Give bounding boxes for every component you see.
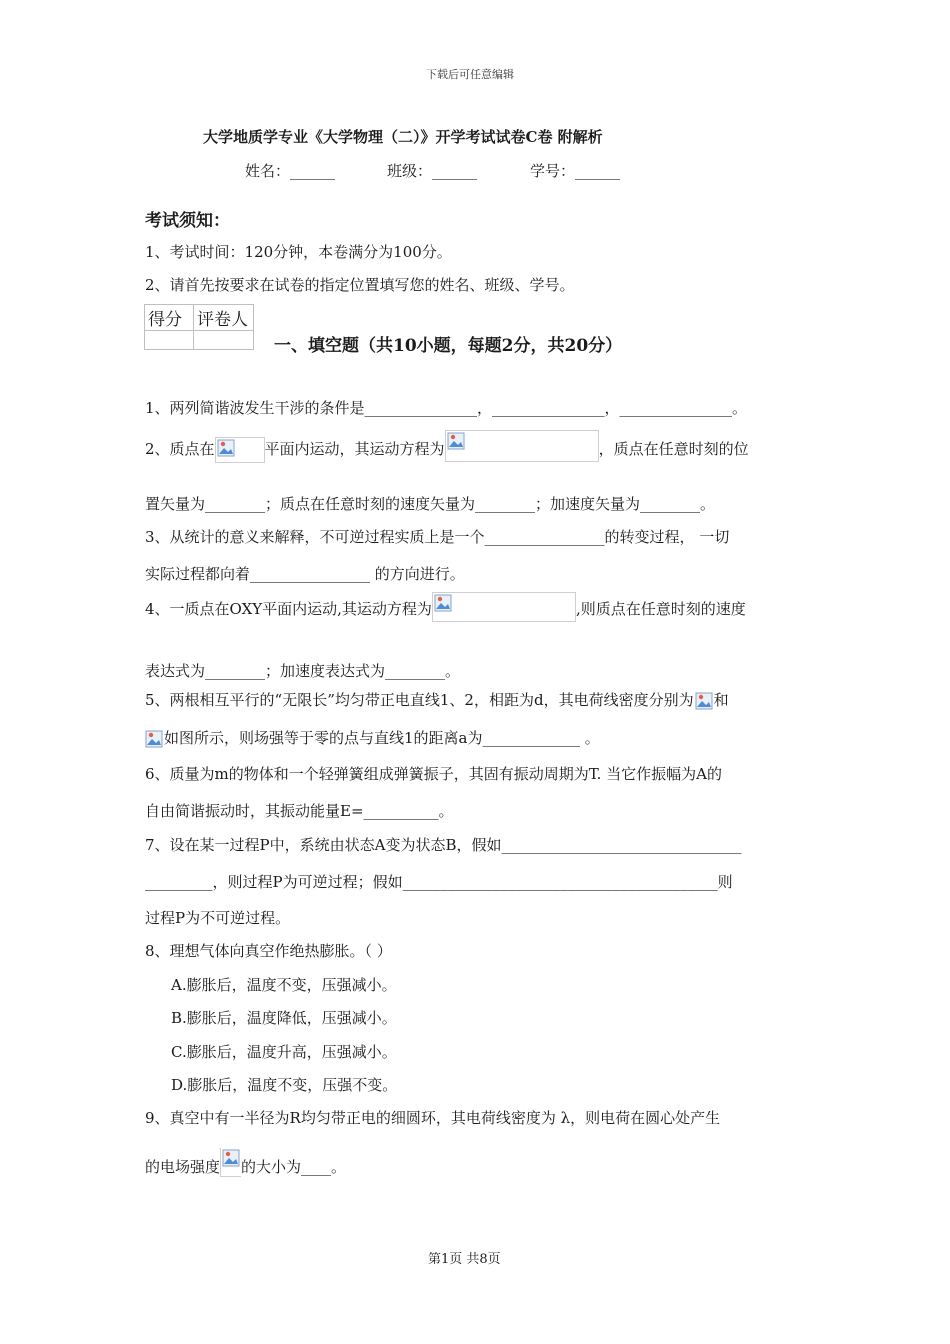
- question-9-line-2: [145, 1152, 346, 1182]
- score-table: [144, 304, 254, 350]
- header-note: 下载后可任意编辑: [426, 68, 514, 81]
- question-2-line-1: [145, 434, 749, 464]
- question-6-line-1: 6、质量为m的物体和一个轻弹簧组成弹簧振子，其固有振动周期为T. 当它作振幅为A的: [145, 765, 722, 783]
- score-cell[interactable]: [145, 331, 194, 350]
- question-7-line-1: 7、设在某一过程P中，系统由状态A变为状态B，假如________________________________: [145, 836, 742, 854]
- question-2-line-2: 置矢量为________；质点在任意时刻的速度矢量为________；加速度矢量为________。: [145, 495, 716, 513]
- image-icon: [434, 594, 452, 612]
- question-1: 1、两列简谐波发生干涉的条件是_______________，_______________，_______________。: [145, 399, 748, 417]
- image-icon: [222, 1149, 240, 1167]
- question-3-line-2: 实际过程都向着________________ 的方向进行。: [145, 565, 465, 583]
- q5-part-a: 5、两根相互平行的“无限长”均匀带正电直线1、2，相距为d，其电荷线密度分别为: [145, 691, 694, 709]
- formula-image: [144, 729, 164, 749]
- image-icon: [447, 432, 465, 450]
- q2-part-b: 平面内运动，其运动方程为: [264, 440, 445, 458]
- question-8-option-b: B.膨胀后，温度降低，压强减小。: [171, 1009, 397, 1027]
- student-id-field: 学号：______: [530, 162, 621, 180]
- formula-image: [694, 691, 714, 711]
- formula-image: [445, 430, 599, 462]
- formula-image: [432, 592, 576, 622]
- question-8-option-d: D.膨胀后，温度不变，压强不变。: [171, 1076, 398, 1094]
- formula-image: [215, 437, 265, 463]
- grader-cell[interactable]: [194, 331, 254, 350]
- notice-item-1: 1、考试时间：120分钟，本卷满分为100分。: [145, 243, 452, 261]
- question-5-line-1: [145, 688, 729, 712]
- image-icon: [695, 692, 713, 710]
- question-7-line-3: 过程P为不可逆过程。: [145, 909, 291, 927]
- question-8-option-c: C.膨胀后，温度升高，压强减小。: [171, 1043, 397, 1061]
- image-icon: [145, 730, 163, 748]
- question-6-line-2: 自由简谐振动时，其振动能量E=__________。: [145, 802, 454, 820]
- q4-part-b: ,则质点在任意时刻的速度: [575, 600, 746, 618]
- question-4-line-1: [145, 594, 746, 624]
- formula-image: [220, 1148, 241, 1177]
- score-header: 得分: [145, 305, 194, 331]
- notice-item-2: 2、请首先按要求在试卷的指定位置填写您的姓名、班级、学号。: [145, 276, 575, 294]
- question-7-line-2: _________，则过程P为可逆过程；假如__________________________________________则: [145, 873, 733, 891]
- question-8-option-a: A.膨胀后，温度不变，压强减小。: [171, 976, 397, 994]
- q2-part-a: 2、质点在: [145, 440, 215, 458]
- page-footer: 第1页 共8页: [428, 1252, 501, 1267]
- page-title: 大学地质学专业《大学物理（二）》开学考试试卷C卷 附解析: [203, 128, 603, 146]
- q9-part-c: 的大小为____。: [241, 1158, 347, 1176]
- section-title: 一、填空题（共10小题，每题2分，共20分）: [274, 336, 623, 356]
- question-5-line-2: [144, 726, 600, 750]
- image-icon: [217, 439, 235, 457]
- class-field: 班级：______: [387, 162, 478, 180]
- notice-heading: 考试须知：: [145, 211, 230, 231]
- q5-part-c: 如图所示，则场强等于零的点与直线1的距离a为_____________ 。: [164, 729, 600, 747]
- q9-part-b: 的电场强度: [145, 1158, 221, 1176]
- name-field: 姓名：______: [245, 162, 336, 180]
- q4-part-a: 4、一质点在OXY平面内运动,其运动方程为: [145, 600, 432, 618]
- q2-part-c: ，质点在任意时刻的位: [598, 440, 749, 458]
- question-8-stem: 8、理想气体向真空作绝热膨胀。（ ）: [145, 942, 392, 960]
- q5-part-b: 和: [713, 691, 729, 709]
- grader-header: 评卷人: [194, 305, 254, 331]
- question-3-line-1: 3、从统计的意义来解释，不可逆过程实质上是一个________________的转变过程， 一切: [145, 528, 730, 546]
- question-9-line-1: 9、真空中有一半径为R均匀带正电的细圆环，其电荷线密度为 λ，则电荷在圆心处产生: [145, 1109, 721, 1127]
- question-4-line-2: 表达式为________；加速度表达式为________。: [145, 662, 461, 680]
